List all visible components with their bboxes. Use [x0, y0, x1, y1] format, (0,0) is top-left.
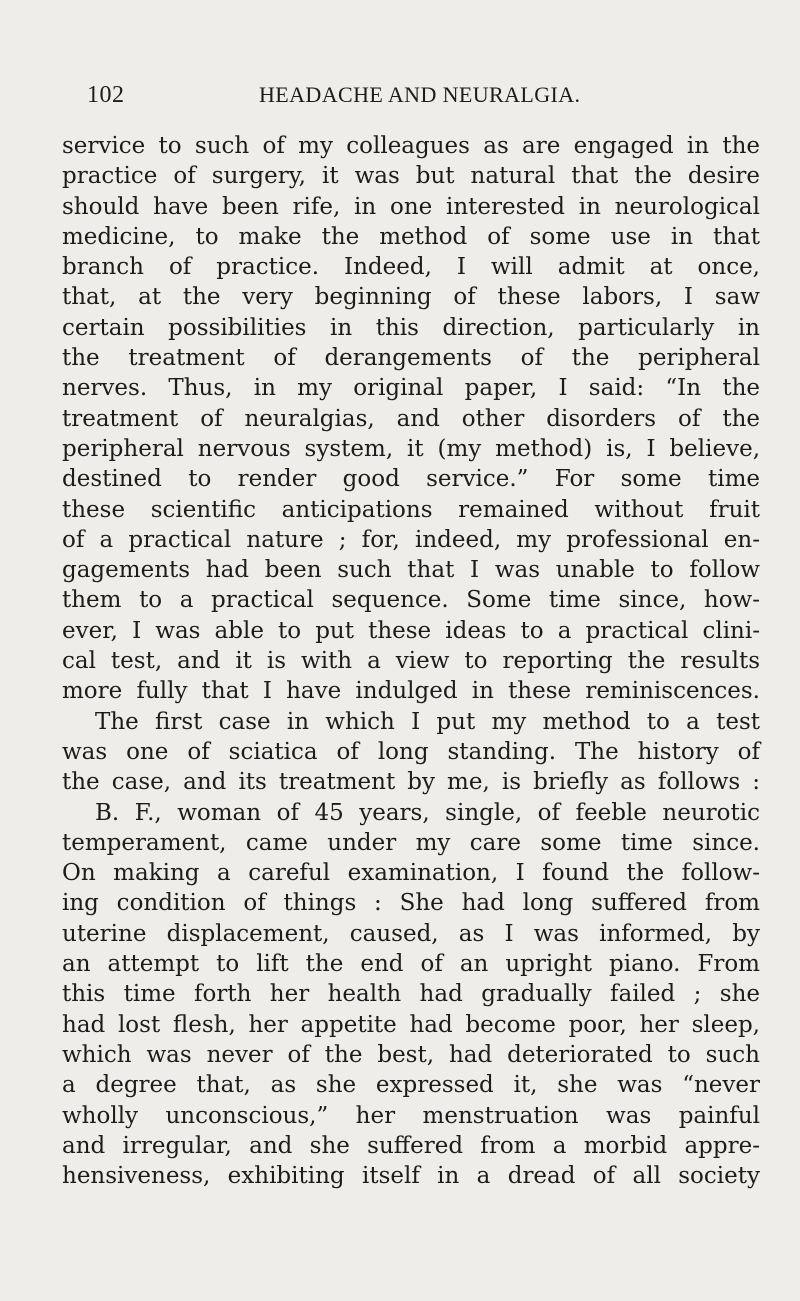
page-number: 102 [87, 82, 125, 108]
text-line: service to such of my colleagues as are engaged in the [62, 133, 760, 159]
text-line: certain possibilities in this direction, particularly in [62, 314, 760, 341]
text-line: temperament, came under my care some time since. [62, 829, 760, 856]
text-line: ing condition of things : She had long suffered from [62, 890, 760, 917]
paragraph-start-line: B. F., woman of 45 years, single, of feeble neurotic [95, 799, 760, 826]
text-line: had lost flesh, her appetite had become poor, her sleep, [62, 1011, 760, 1038]
text-line: which was never of the best, had deteriorated to such [62, 1041, 760, 1068]
text-line: wholly unconscious,” her menstruation was painful [62, 1102, 760, 1129]
paragraph-start-line: The first case in which I put my method to a test [95, 708, 760, 735]
text-line: the case, and its treatment by me, is briefly as follows : [62, 769, 760, 796]
text-line: peripheral nervous system, it (my method) is, I believe, [62, 435, 760, 462]
running-title: HEADACHE AND NEURALGIA. [259, 82, 581, 107]
page-header [87, 82, 760, 112]
text-line: nerves. Thus, in my original paper, I said: “In the [62, 375, 760, 402]
text-line: ever, I was able to put these ideas to a practical clini- [62, 617, 760, 644]
text-line: of a practical nature ; for, indeed, my professional en- [62, 526, 760, 553]
text-line: that, at the very beginning of these labors, I saw [62, 284, 760, 311]
text-line: an attempt to lift the end of an upright piano. From [62, 951, 760, 978]
body-text [62, 131, 760, 1191]
text-line: and irregular, and she suffered from a morbid appre- [62, 1132, 760, 1159]
text-line: uterine displacement, caused, as I was informed, by [62, 920, 760, 947]
text-line: branch of practice. Indeed, I will admit at once, [62, 254, 760, 281]
text-line: practice of surgery, it was but natural that the desire [62, 163, 760, 190]
text-line: a degree that, as she expressed it, she was “never [62, 1072, 760, 1099]
text-line: treatment of neuralgias, and other disorders of the [62, 405, 760, 432]
text-line: was one of sciatica of long standing. The history of [62, 738, 760, 765]
text-line: them to a practical sequence. Some time since, how- [62, 587, 760, 614]
text-line: hensiveness, exhibiting itself in a dread of all society [62, 1163, 760, 1190]
text-line: this time forth her health had gradually failed ; she [62, 981, 760, 1008]
text-line: should have been rife, in one interested in neurological [62, 193, 760, 220]
text-line: these scientific anticipations remained without fruit [62, 496, 760, 523]
text-line: cal test, and it is with a view to reporting the results [62, 648, 760, 675]
text-line: the treatment of derangements of the peripheral [62, 345, 760, 372]
text-line: gagements had been such that I was unable to follow [62, 557, 760, 584]
text-line: destined to render good service.” For some time [62, 466, 760, 493]
text-line: medicine, to make the method of some use in that [62, 223, 760, 250]
text-line: On making a careful examination, I found the follow- [62, 860, 760, 887]
text-line: more fully that I have indulged in these reminiscences. [62, 678, 760, 705]
